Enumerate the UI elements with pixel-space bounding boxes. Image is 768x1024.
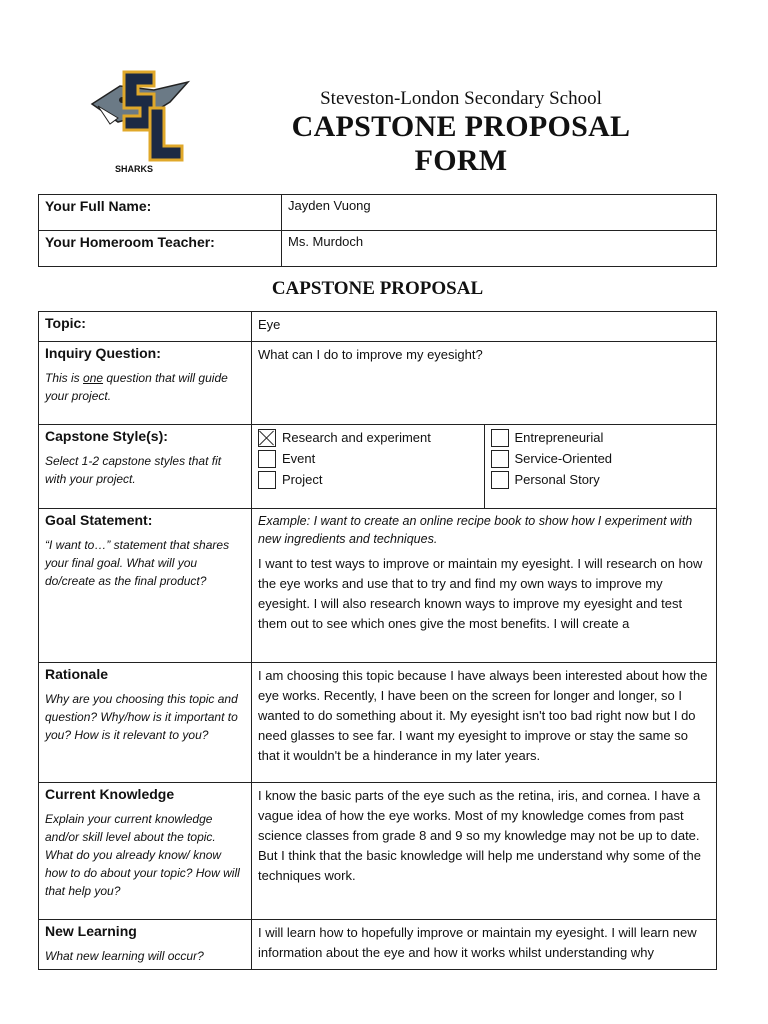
knowledge-label: Current Knowledge xyxy=(45,786,175,802)
checkbox[interactable] xyxy=(491,450,509,468)
rationale-hint: Why are you choosing this topic and question? Why/how is it important to you? How is it relevant to you? xyxy=(45,692,238,742)
option-project[interactable]: Project xyxy=(258,469,478,490)
checkbox[interactable] xyxy=(491,471,509,489)
learning-label: New Learning xyxy=(45,923,137,939)
option-event[interactable]: Event xyxy=(258,448,478,469)
topic-field[interactable]: Eye xyxy=(252,312,717,342)
learning-cell xyxy=(39,920,252,970)
goal-label: Goal Statement: xyxy=(45,512,153,528)
goal-hint: “I want to…” statement that shares your final goal. What will you do/create as the final product? xyxy=(45,538,230,588)
rationale-label: Rationale xyxy=(45,666,109,682)
table-row xyxy=(39,509,717,663)
goal-cell-value xyxy=(252,509,717,663)
topic-cell xyxy=(39,312,252,342)
styles-label: Capstone Style(s): xyxy=(45,428,168,444)
styles-options xyxy=(252,425,717,509)
rationale-cell xyxy=(39,663,252,783)
teacher-field[interactable]: Ms. Murdoch xyxy=(282,231,717,267)
styles-hint: Select 1-2 capstone styles that fit with your project. xyxy=(45,454,222,486)
table-row xyxy=(39,342,717,425)
knowledge-field[interactable]: I know the basic parts of the eye such as the retina, iris, and cornea. I have a vague idea of how the eye works. Most of my knowledge comes from past science classes from grade 8 and 9 so my knowledge may not be up to date. But I think that the basic knowledge will help me understand why some of the techniques work. xyxy=(252,783,717,920)
table-row xyxy=(39,312,717,342)
option-entrepreneurial[interactable]: Entrepreneurial xyxy=(491,427,711,448)
topic-label: Topic: xyxy=(45,315,86,331)
learning-hint: What new learning will occur? xyxy=(45,949,204,963)
logo-caption: SHARKS xyxy=(114,164,154,174)
school-name: Steveston-London Secondary School xyxy=(320,88,602,109)
table-row xyxy=(39,663,717,783)
inquiry-label: Inquiry Question: xyxy=(45,345,161,361)
checkbox[interactable] xyxy=(258,471,276,489)
student-info-table xyxy=(38,194,717,267)
school-logo xyxy=(84,64,196,176)
rationale-field[interactable]: I am choosing this topic because I have always been interested about how the eye works. Recently, I have been on the screen for longer and longer, so I wanted to do something about it. My eyesight isn't too bad right now but I do need glasses to see far. I want my eyesight to improve or stay the same so that it wouldn't be a hinderance in my later years. xyxy=(252,663,717,783)
inquiry-hint: This is one question that will guide your project. xyxy=(45,371,228,403)
styles-right-column xyxy=(485,425,717,508)
table-row xyxy=(39,425,717,509)
name-field[interactable]: Jayden Vuong xyxy=(282,195,717,231)
goal-cell xyxy=(39,509,252,663)
checkbox[interactable] xyxy=(258,450,276,468)
checkbox[interactable] xyxy=(258,429,276,447)
teacher-label: Your Homeroom Teacher: xyxy=(39,231,282,267)
goal-example: Example: I want to create an online recipe book to show how I experiment with new ingredients and techniques. xyxy=(258,514,693,546)
knowledge-cell xyxy=(39,783,252,920)
name-label: Your Full Name: xyxy=(39,195,282,231)
table-row xyxy=(39,195,717,231)
table-row xyxy=(39,783,717,920)
option-service[interactable]: Service-Oriented xyxy=(491,448,711,469)
knowledge-hint: Explain your current knowledge and/or skill level about the topic. What do you already know/ know how to do about your topic? How will that help you? xyxy=(45,812,240,898)
proposal-table xyxy=(38,311,717,970)
form-title: CAPSTONE PROPOSAL FORM xyxy=(291,110,631,177)
section-title: CAPSTONE PROPOSAL xyxy=(271,278,484,299)
inquiry-field[interactable]: What can I do to improve my eyesight? xyxy=(252,342,717,425)
inquiry-cell xyxy=(39,342,252,425)
table-row xyxy=(39,231,717,267)
checkbox[interactable] xyxy=(491,429,509,447)
styles-left-column xyxy=(252,425,485,508)
learning-field[interactable]: I will learn how to hopefully improve or maintain my eyesight. I will learn new information about the eye and how it works whilst understanding why xyxy=(252,920,717,970)
styles-cell xyxy=(39,425,252,509)
option-research[interactable]: Research and experiment xyxy=(258,427,478,448)
table-row xyxy=(39,920,717,970)
option-personal[interactable]: Personal Story xyxy=(491,469,711,490)
goal-field[interactable]: I want to test ways to improve or maintain my eyesight. I will research on how the eye works and use that to try and find my own ways to improve my eyesight. I will also research known ways to improve my eyesight and test them out to see which ones give the most benefits. I will create a xyxy=(258,556,703,631)
